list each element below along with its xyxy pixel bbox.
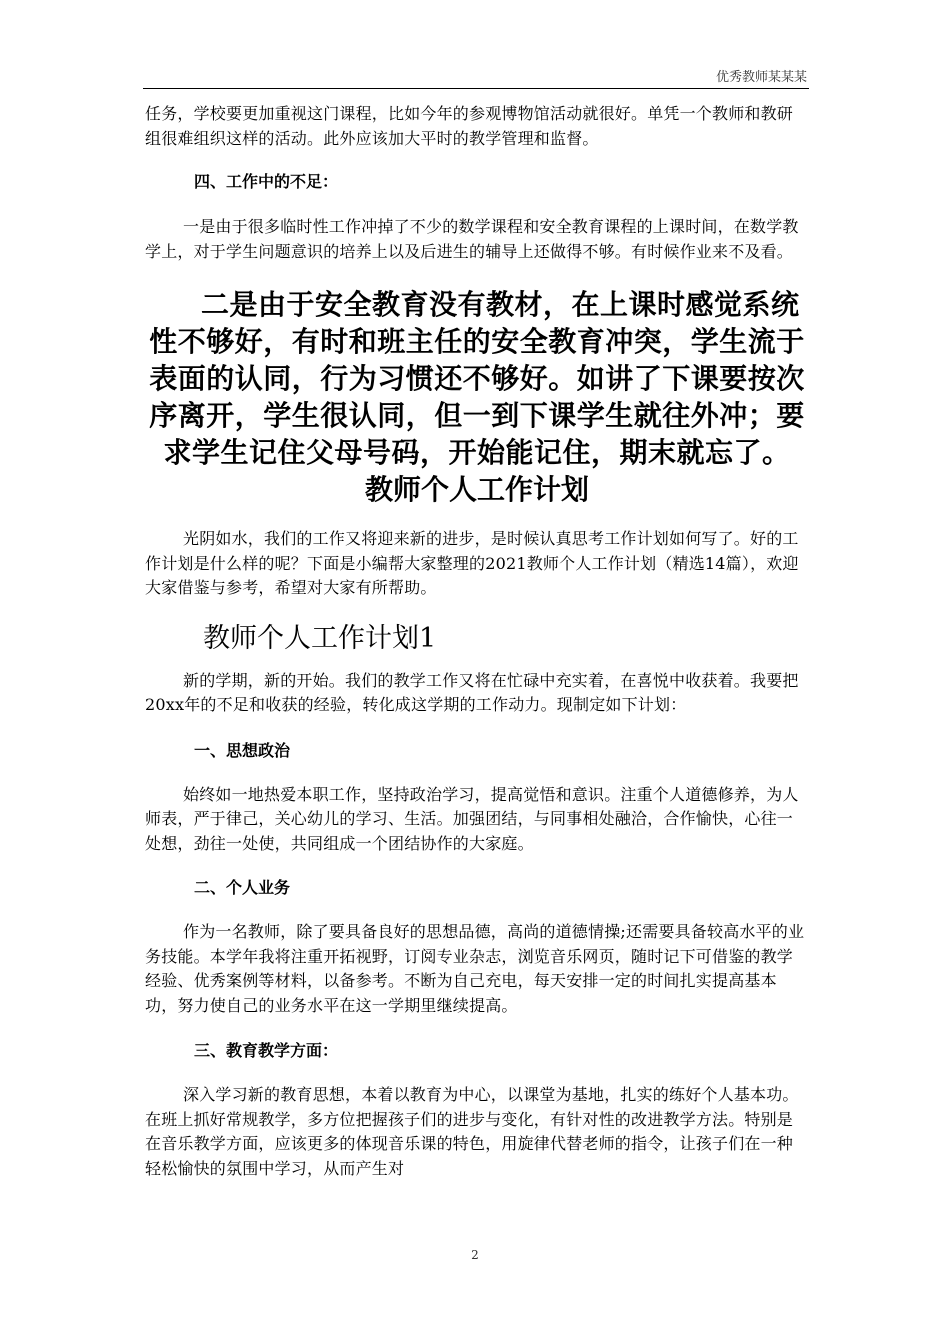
page-content: [145, 102, 809, 1181]
paragraph-shortcoming-1: 一是由于很多临时性工作冲掉了不少的数学课程和安全教育课程的上课时间，在数学教学上，对于学生问题意识的培养上以及后进生的辅导上还做得不够。有时候作业来不及看。: [145, 217, 799, 261]
large-line-4: 序离开，学生很认同，但一到下课学生就往外冲；要: [149, 399, 805, 432]
section-heading-shortcomings: 四、工作中的不足：: [194, 172, 339, 191]
large-line-2: 性不够好，有时和班主任的安全教育冲突，学生流于: [149, 325, 805, 358]
section-heading-politics: 一、思想政治: [194, 740, 291, 760]
header-author: 优秀教师某某某: [715, 70, 807, 85]
page-number: 2: [471, 1248, 479, 1262]
large-line-1: 二是由于安全教育没有教材，在上课时感觉系统: [201, 288, 800, 321]
document-title: 教师个人工作计划: [364, 473, 589, 506]
large-line-5: 求学生记住父母号码，开始能记住，期末就忘了。: [163, 436, 791, 469]
header-divider: [143, 88, 809, 89]
paragraph-teaching: 深入学习新的教育思想，本着以教育为中心，以课堂为基地，扎实的练好个人基本功。在班上抓好常规教学，多方位把握孩子们的进步与变化，有针对性的改进教学方法。特别是在音乐教学方面，应该更多的体现音乐课的特色，用旋律代替老师的指令，让孩子们在一种轻松愉快的氛围中学习，从而产生对: [145, 1085, 799, 1178]
plan-intro-paragraph: 新的学期，新的开始。我们的教学工作又将在忙碌中充实着，在喜悦中收获着。我要把20xx年的不足和收获的经验，转化成这学期的工作动力。现制定如下计划：: [145, 670, 799, 714]
intro-paragraph: 光阴如水，我们的工作又将迎来新的进步，是时候认真思考工作计划如何写了。好的工作计划是什么样的呢？下面是小编帮大家整理的2021教师个人工作计划（精选14篇），欢迎大家借鉴与参考，希望对大家有所帮助。: [145, 529, 799, 597]
section-heading-teaching: 三、教育教学方面：: [194, 1041, 339, 1060]
paragraph-continued: 任务，学校要更加重视这门课程，比如今年的参观博物馆活动就很好。单凭一个教师和教研组很难组织这样的活动。此外应该加大平时的教学管理和监督。: [145, 104, 794, 148]
large-paragraph: [145, 286, 809, 471]
plan-title: 教师个人工作计划1: [203, 622, 437, 654]
paragraph-personal-business: 作为一名教师，除了要具备良好的思想品德，高尚的道德情操;还需要具备较高水平的业务技能。本学年我将注重开拓视野，订阅专业杂志，浏览音乐网页，随时记下可借鉴的教学经验、优秀案例等材料，以备参考。不断为自己充电，每天安排一定的时间扎实提高基本功，努力使自己的业务水平在这一学期里继续提高。: [145, 922, 805, 1015]
paragraph-politics: 始终如一地热爱本职工作，坚持政治学习，提高觉悟和意识。注重个人道德修养，为人师表，严于律己，关心幼儿的学习、生活。加强团结，与同事相处融洽，合作愉快，心往一处想，劲往一处使，共同组成一个团结协作的大家庭。: [145, 784, 799, 853]
section-heading-personal-business: 二、个人业务: [194, 878, 291, 897]
large-line-3: 表面的认同，行为习惯还不够好。如讲了下课要按次: [149, 362, 805, 395]
